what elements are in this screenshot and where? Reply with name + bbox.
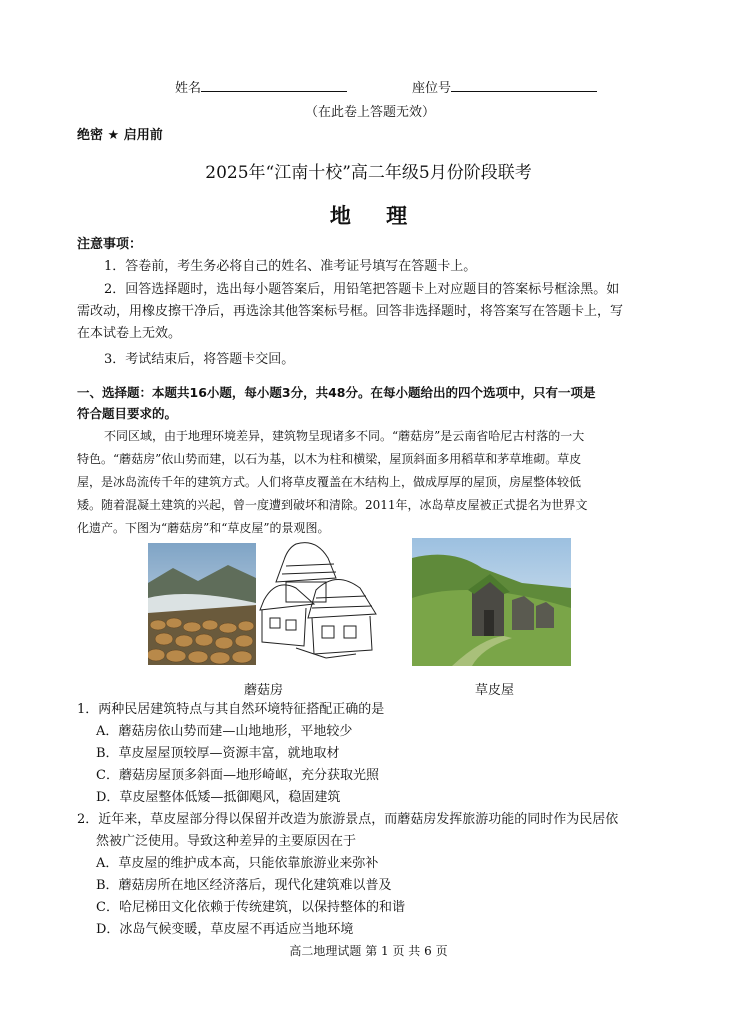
- instructions-heading: 注意事项：: [77, 237, 143, 252]
- q1-option-c: C．蘑菇房屋顶多斜面—地形崎岖，充分获取光照: [96, 768, 379, 783]
- instruction-2-line1: 2．回答选择题时，选出每小题答案后，用铅笔把答题卡上对应题目的答案标号框涂黑。如: [104, 282, 620, 297]
- mushroom-house-sketch: [256, 538, 381, 663]
- seat-field: [412, 78, 597, 99]
- q1-stem: 1．两种民居建筑特点与其自然环境特征搭配正确的是: [77, 702, 385, 717]
- turf-house-photo: [412, 538, 571, 666]
- section-heading-line1: 一、选择题：本题共16小题，每小题3分，共48分。在每小题给出的四个选项中，只有一项是: [77, 385, 596, 400]
- passage-line2: 特色。“蘑菇房”依山势而建，以石为基，以木为柱和横梁，屋顶斜面多用稻草和茅草堆砌。草皮: [77, 452, 582, 466]
- passage-line4: 矮。随着混凝土建筑的兴起，曾一度遭到破坏和清除。2011年，冰岛草皮屋被正式提名为世界文: [77, 498, 588, 512]
- secret-label: 绝密 ★ 启用前: [77, 128, 163, 143]
- caption-mushroom: 蘑菇房: [244, 683, 284, 698]
- q2-stem-line1: 2．近年来，草皮屋部分得以保留并改造为旅游景点，而蘑菇房发挥旅游功能的同时作为民居依: [77, 812, 619, 827]
- q2-option-d: D．冰岛气候变暖，草皮屋不再适应当地环境: [96, 922, 354, 937]
- q2-stem-line2: 然被广泛使用。导致这种差异的主要原因在于: [96, 834, 357, 849]
- q1-option-d: D．草皮屋整体低矮—抵御飓风，稳固建筑: [96, 790, 341, 805]
- q1-option-b: B．草皮屋屋顶较厚—资源丰富，就地取材: [96, 746, 340, 761]
- seat-blank: [451, 78, 597, 92]
- instruction-3: 3．考试结束后，将答题卡交回。: [104, 352, 295, 367]
- name-blank: [201, 78, 347, 92]
- exam-title: 2025年“江南十校”高二年级5月份阶段联考: [205, 163, 532, 183]
- instruction-2-line2: 需改动，用橡皮擦干净后，再选涂其他答案标号框。回答非选择题时，将答案写在答题卡上，写: [77, 304, 624, 319]
- section-heading-line2: 符合题目要求的。: [77, 406, 178, 421]
- instruction-2-line3: 在本试卷上无效。: [77, 326, 182, 341]
- q2-option-a: A．草皮屋的维护成本高，只能依靠旅游业来弥补: [96, 856, 379, 871]
- q1-option-a: A．蘑菇房依山势而建—山地地形，平地较少: [96, 724, 353, 739]
- q2-option-c: C．哈尼梯田文化依赖于传统建筑，以保持整体的和谐: [96, 900, 405, 915]
- subject-title: 地 理: [329, 203, 422, 228]
- seat-label: 座位号: [412, 81, 452, 96]
- passage-line1: 不同区域，由于地理环境差异，建筑物呈现诸多不同。“蘑菇房”是云南省哈尼古村落的一大: [104, 429, 585, 443]
- q2-option-b: B．蘑菇房所在地区经济落后，现代化建筑难以普及: [96, 878, 392, 893]
- caption-turf: 草皮屋: [475, 683, 515, 698]
- name-label: 姓名: [175, 81, 202, 96]
- mushroom-house-photo: [148, 543, 256, 665]
- instruction-1: 1．答卷前，考生务必将自己的姓名、准考证号填写在答题卡上。: [104, 259, 477, 274]
- name-field: [175, 78, 347, 99]
- passage-line5: 化遗产。下图为“蘑菇房”和“草皮屋”的景观图。: [77, 521, 330, 535]
- passage-line3: 屋，是冰岛流传千年的建筑方式。人们将草皮覆盖在木结构上，做成厚厚的屋顶，房屋整体较低: [77, 475, 582, 489]
- notice-text: （在此卷上答题无效）: [305, 105, 436, 120]
- page-footer: 高二地理试题 第 1 页 共 6 页: [289, 944, 448, 958]
